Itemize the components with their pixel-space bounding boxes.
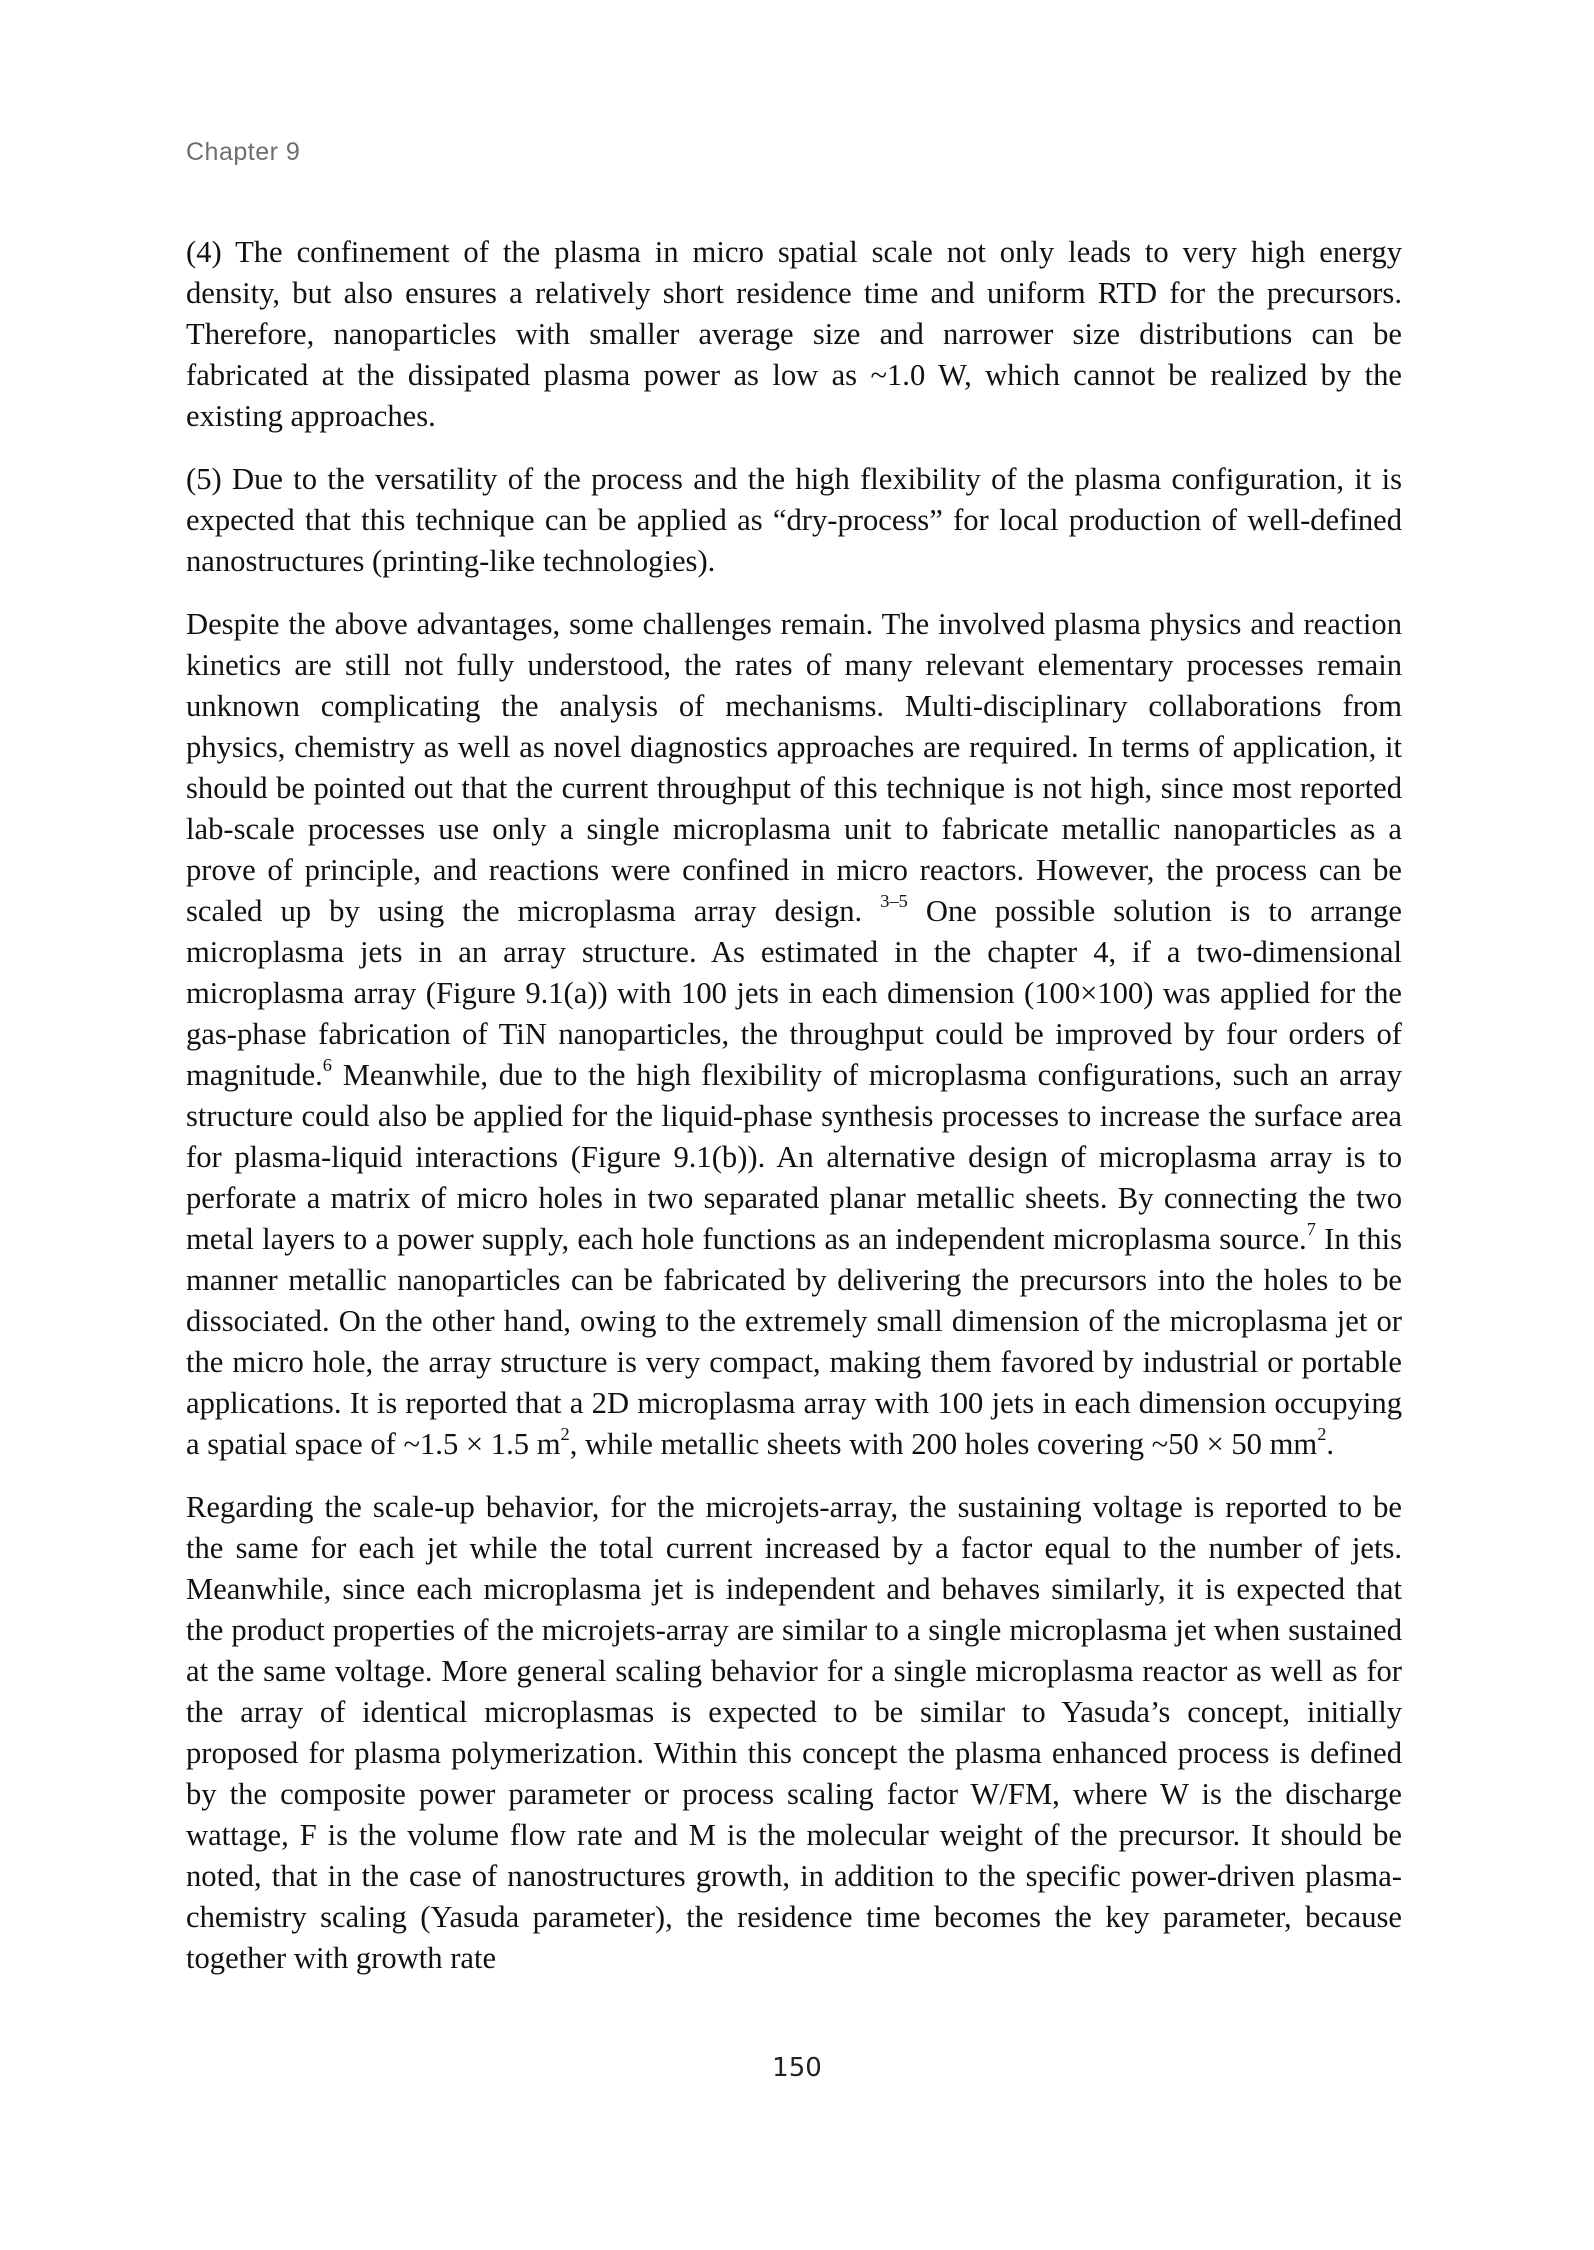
paragraph-text: Regarding the scale-up behavior, for the microjets-array, the sustaining voltage is reported to be the same for each jet while the total current increased by a factor equal to the number of jets. Meanwhile, since each microplasma jet is independent and behaves similarly, it is expected that the product properties of the microjets-array are similar to a single microplasma jet when sustained at the same voltage. More general scaling behavior for a single microplasma reactor as well as for the array of identical microplasmas is expected to be similar to Yasuda’s concept, initially proposed for plasma polymerization. Within this concept the plasma enhanced process is defined by the composite power parameter or process scaling factor W/FM, where W is the discharge wattage, F is the volume flow rate and M is the molecular weight of the precursor. It should be noted, that in the case of nanostructures growth, in addition to the specific power-driven plasma-chemistry scaling (Yasuda parameter), the residence time becomes the key parameter, because together with growth rate xyxy=(186,1490,1402,1975)
citation-superscript: 6 xyxy=(322,1055,332,1076)
paragraph xyxy=(186,232,1402,437)
chapter-header: Chapter 9 xyxy=(186,138,301,166)
citation-superscript: 2 xyxy=(1317,1424,1327,1445)
citation-superscript: 2 xyxy=(560,1424,570,1445)
paragraph-text: (5) Due to the versatility of the process and the high flexibility of the plasma configuration, it is expected that this technique can be applied as “dry-process” for local production of well-defined nanostructures (printing-like technologies). xyxy=(186,462,1402,578)
paragraph-text: In this manner metallic nanoparticles can be fabricated by delivering the precursors into the holes to be dissociated. On the other hand, owing to the extremely small dimension of the microplasma jet or the micro hole, the array structure is very compact, making them favored by industrial or portable applications. It is reported that a 2D microplasma array with 100 jets in each dimension occupying a spatial space of ~1.5 × 1.5 m xyxy=(186,1222,1403,1461)
citation-superscript: 7 xyxy=(1306,1219,1316,1240)
paragraph xyxy=(186,604,1402,1465)
page-number: 150 xyxy=(772,2053,822,2083)
body-text xyxy=(186,232,1402,2001)
paragraph-text: , while metallic sheets with 200 holes covering ~50 × 50 mm xyxy=(569,1427,1318,1461)
paragraph xyxy=(186,1487,1402,1979)
paragraph-text: Despite the above advantages, some challenges remain. The involved plasma physics and reaction kinetics are still not fully understood, the rates of many relevant elementary processes remain unknown complicating the analysis of mechanisms. Multi-disciplinary collaborations from physics, chemistry as well as novel diagnostics approaches are required. In terms of application, it should be pointed out that the current throughput of this technique is not high, since most reported lab-scale processes use only a single microplasma unit to fabricate metallic nanoparticles as a prove of principle, and reactions were confined in micro reactors. However, the process can be scaled up by using the microplasma array design. xyxy=(186,607,1402,928)
citation-superscript: 3–5 xyxy=(880,891,908,912)
paragraph-text: . xyxy=(1326,1427,1335,1461)
paragraph xyxy=(186,459,1402,582)
paragraph-text: One possible solution is to arrange microplasma jets in an array structure. As estimated in the chapter 4, if a two-dimensional microplasma array (Figure 9.1(a)) with 100 jets in each dimension (100×100) was applied for the gas-phase fabrication of TiN nanoparticles, the throughput could be improved by four orders of magnitude. xyxy=(186,894,1403,1092)
paragraph-text: (4) The confinement of the plasma in micro spatial scale not only leads to very high energy density, but also ensures a relatively short residence time and uniform RTD for the precursors. Therefore, nanoparticles with smaller average size and narrower size distributions can be fabricated at the dissipated plasma power as low as ~1.0 W, which cannot be realized by the existing approaches. xyxy=(186,235,1402,433)
paragraph-text: Meanwhile, due to the high flexibility of microplasma configurations, such an array structure could also be applied for the liquid-phase synthesis processes to increase the surface area for plasma-liquid interactions (Figure 9.1(b)). An alternative design of microplasma array is to perforate a matrix of micro holes in two separated planar metallic sheets. By connecting the two metal layers to a power supply, each hole functions as an independent microplasma source. xyxy=(186,1058,1402,1256)
